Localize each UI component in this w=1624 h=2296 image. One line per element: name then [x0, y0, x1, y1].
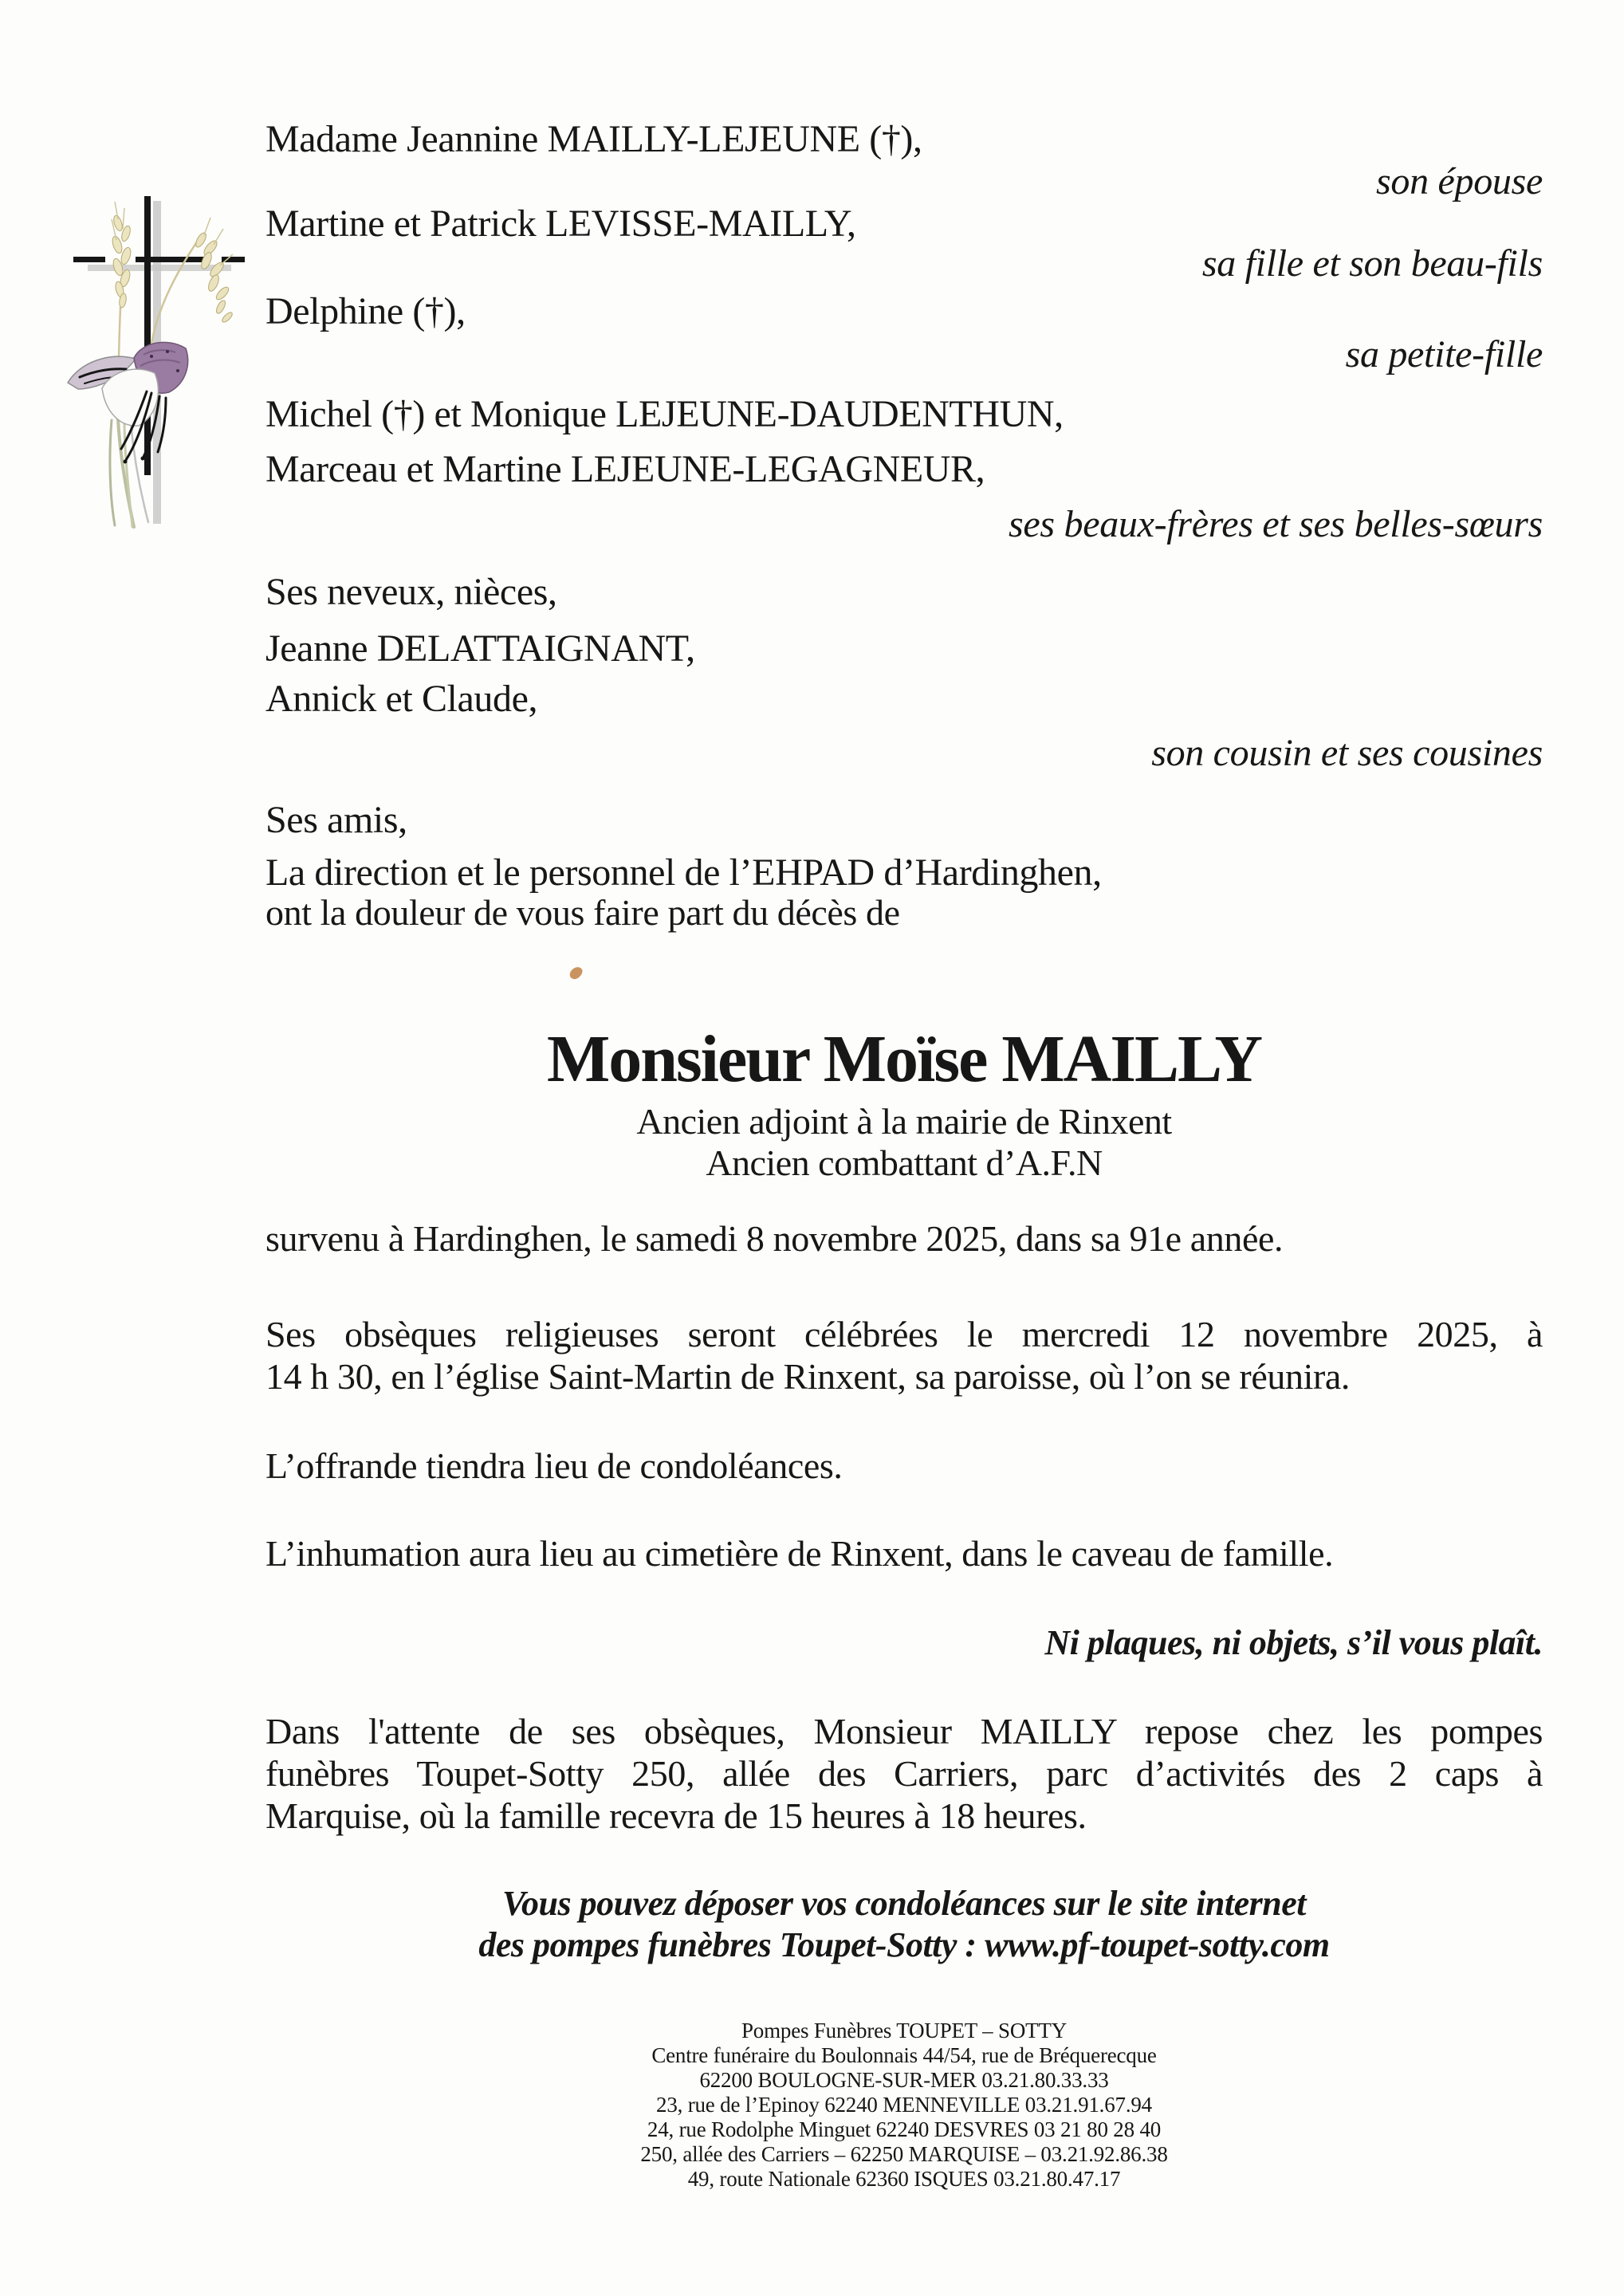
repose-line: funèbres Toupet-Sotty 250, allée des Carriers, parc d’activités des 2 caps à — [265, 1753, 1543, 1794]
family-line: Jeanne DELATTAIGNANT, — [265, 627, 695, 670]
deceased-name: Monsieur Moïse MAILLY — [546, 1022, 1262, 1096]
cross-shadow-horizontal — [88, 265, 231, 271]
funeral-home-address: 23, rue de l’Epinoy 62240 MENNEVILLE 03.21.91.67.94 — [656, 2093, 1152, 2117]
funeral-home-address: 250, allée des Carriers – 62250 MARQUISE – 03.21.92.86.38 — [640, 2142, 1168, 2166]
scan-speck — [568, 965, 584, 981]
funeral-home-name: Pompes Funèbres TOUPET – SOTTY — [741, 2019, 1068, 2042]
funeral-home-address: 24, rue Rodolphe Minguet 62240 DESVRES 03 21 80 28 40 — [647, 2117, 1162, 2141]
offering-line: L’offrande tiendra lieu de condoléances. — [265, 1445, 843, 1486]
family-line: Martine et Patrick LEVISSE-MAILLY, — [265, 202, 856, 245]
funeral-paragraph — [265, 1313, 1543, 1398]
family-line: Madame Jeannine MAILLY-LEJEUNE (†), — [265, 118, 922, 160]
relation-label: sa fille et son beau-fils — [1201, 242, 1543, 285]
family-line: Delphine (†), — [265, 290, 466, 332]
relation-label: sa petite-fille — [1345, 333, 1543, 375]
funeral-line: 14 h 30, en l’église Saint-Martin de Rinxent, sa paroisse, où l’on se réunira. — [265, 1356, 1350, 1397]
wheat-ear-right — [151, 218, 234, 344]
funeral-home-address: 49, route Nationale 62360 ISQUES 03.21.80.47.17 — [687, 2167, 1121, 2191]
death-line: survenu à Hardinghen, le samedi 8 novembre 2025, dans sa 91e année. — [265, 1218, 1284, 1259]
online-condolences-note — [265, 1883, 1543, 1966]
cross-horizontal-bar — [73, 257, 245, 262]
burial-line: L’inhumation aura lieu au cimetière de Rinxent, dans le caveau de famille. — [265, 1533, 1334, 1574]
condolences-line: Vous pouvez déposer vos condoléances sur le site internet — [502, 1884, 1306, 1923]
no-plaques-notice: Ni plaques, ni objets, s’il vous plaît. — [1044, 1623, 1543, 1662]
funeral-line: Ses obsèques religieuses seront célébrées le mercredi 12 novembre 2025, à — [265, 1314, 1543, 1354]
relation-label: ses beaux-frères et ses belles-sœurs — [1009, 503, 1543, 545]
calla-lily-flowers — [68, 342, 188, 463]
repose-line: Dans l'attente de ses obsèques, Monsieur MAILLY repose chez les pompes — [265, 1711, 1543, 1751]
funeral-home-address: 62200 BOULOGNE-SUR-MER 03.21.80.33.33 — [699, 2068, 1109, 2092]
announcement-sentence: ont la douleur de vous faire part du décès de — [265, 892, 900, 933]
cross-vertical-bar — [144, 196, 151, 475]
family-line: La direction et le personnel de l’EHPAD d’Hardinghen, — [265, 851, 1102, 894]
condolences-line: des pompes funèbres Toupet-Sotty : www.pf-toupet-sotty.com — [478, 1925, 1330, 1964]
relation-label: son épouse — [1376, 160, 1543, 202]
funeral-home-address: Centre funéraire du Boulonnais 44/54, rue de Bréquerecque — [651, 2043, 1157, 2067]
repose-paragraph — [265, 1710, 1543, 1837]
family-line: Annick et Claude, — [265, 678, 538, 720]
deceased-subtitle-veteran: Ancien combattant d’A.F.N — [706, 1142, 1103, 1183]
repose-line: Marquise, où la famille recevra de 15 heures à 18 heures. — [265, 1795, 1087, 1836]
family-line: Michel (†) et Monique LEJEUNE-DAUDENTHUN, — [265, 393, 1064, 435]
deceased-subtitle-mayor: Ancien adjoint à la mairie de Rinxent — [636, 1101, 1172, 1142]
family-line: Ses neveux, nièces, — [265, 571, 557, 613]
family-line: Ses amis, — [265, 799, 407, 841]
relation-label: son cousin et ses cousines — [1151, 732, 1543, 774]
family-line: Marceau et Martine LEJEUNE-LEGAGNEUR, — [265, 448, 985, 490]
cross-lily-illustration — [32, 187, 247, 538]
funeral-home-footer — [265, 2019, 1543, 2192]
